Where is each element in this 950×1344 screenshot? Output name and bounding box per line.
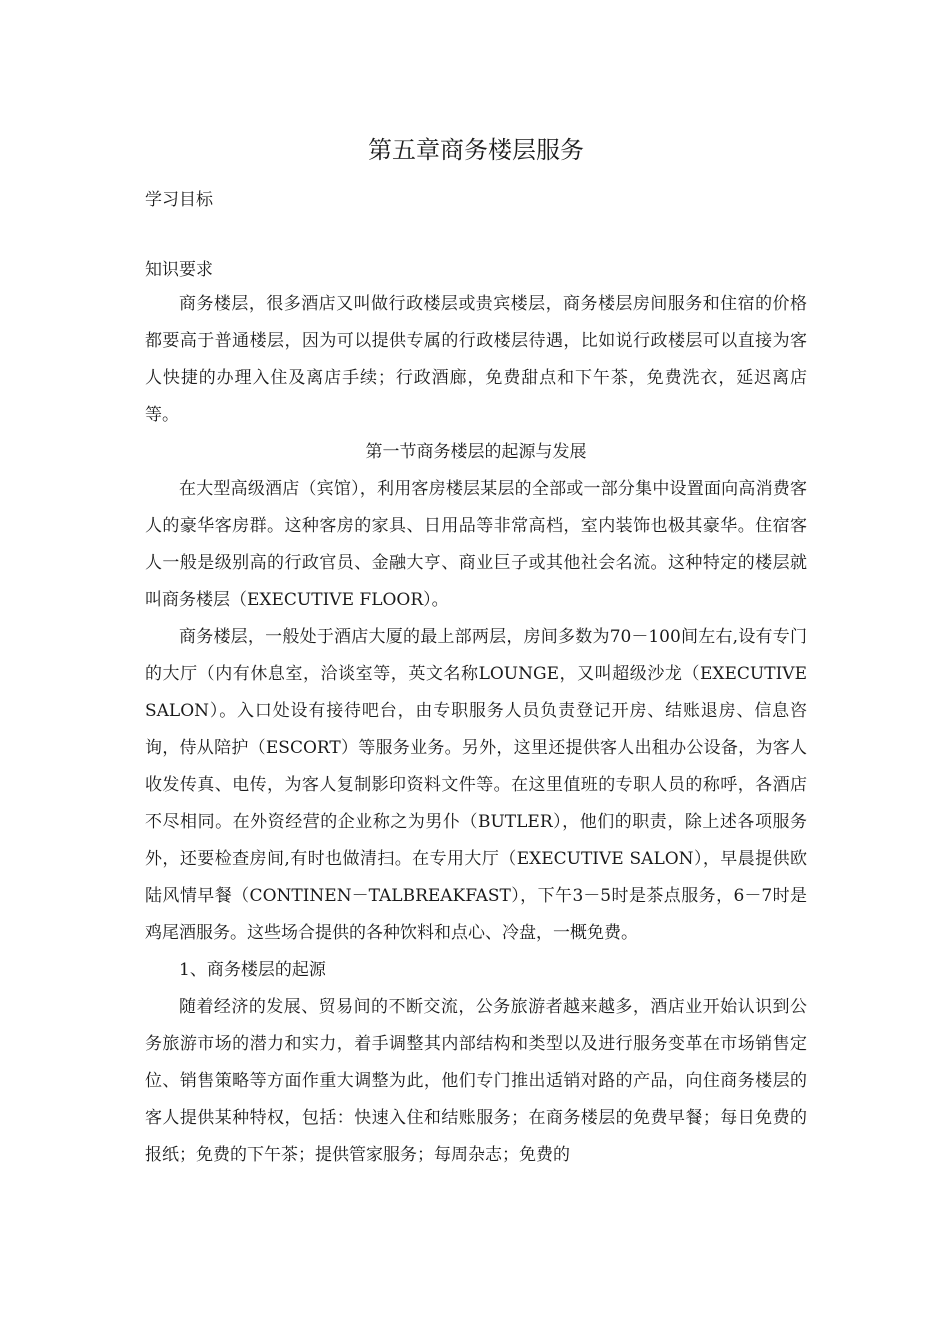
body-paragraph: 商务楼层，一般处于酒店大厦的最上部两层，房间多数为70－100间左右,设有专门的大厅（内有休息室，洽谈室等，英文名称LOUNGE，又叫超级沙龙（EXECUTIVE SALON）。入口处设有接待吧台，由专职服务人员负责登记开房、结账退房、信息咨询，侍从陪护（ESCORT）等服务业务。另外，这里还提供客人出租办公设备，为客人收发传真、电传，为客人复制影印资料文件等。在这里值班的专职人员的称呼，各酒店不尽相同。在外资经营的企业称之为男仆（BUTLER），他们的职责，除上述各项服务外，还要检查房间,有时也做清扫。在专用大厅（EXECUTIVE SALON），早晨提供欧陆风情早餐（CONTINEN－TALBREAKFAST），下午3－5时是茶点服务，6－7时是鸡尾酒服务。这些场合提供的各种饮料和点心、冷盘，一概免费。 xyxy=(145,627,807,943)
section-heading: 第一节商务楼层的起源与发展 xyxy=(365,442,587,462)
subsection-heading: 1、商务楼层的起源 xyxy=(179,960,326,980)
knowledge-requirements-label: 知识要求 xyxy=(145,260,213,280)
body-paragraph: 在大型高级酒店（宾馆），利用客房楼层某层的全部或一部分集中设置面向高消费客人的豪华客房群。这种客房的家具、日用品等非常高档，室内装饰也极其豪华。住宿客人一般是级别高的行政官员、金融大亨、商业巨子或其他社会名流。这种特定的楼层就叫商务楼层（EXECUTIVE FLOOR）。 xyxy=(145,479,807,610)
document-body xyxy=(145,286,807,1174)
chapter-title: 第五章商务楼层服务 xyxy=(368,136,584,164)
learning-goals-label: 学习目标 xyxy=(145,190,213,210)
body-paragraph: 随着经济的发展、贸易间的不断交流，公务旅游者越来越多，酒店业开始认识到公务旅游市场的潜力和实力，着手调整其内部结构和类型以及进行服务变革在市场销售定位、销售策略等方面作重大调整为此，他们专门推出适销对路的产品，向住商务楼层的客人提供某种特权，包括：快速入住和结账服务；在商务楼层的免费早餐；每日免费的报纸；免费的下午茶；提供管家服务；每周杂志；免费的 xyxy=(145,997,807,1165)
intro-paragraph: 商务楼层，很多酒店又叫做行政楼层或贵宾楼层，商务楼层房间服务和住宿的价格都要高于普通楼层，因为可以提供专属的行政楼层待遇，比如说行政楼层可以直接为客人快捷的办理入住及离店手续；行政酒廊，免费甜点和下午茶，免费洗衣，延迟离店等。 xyxy=(145,294,807,425)
